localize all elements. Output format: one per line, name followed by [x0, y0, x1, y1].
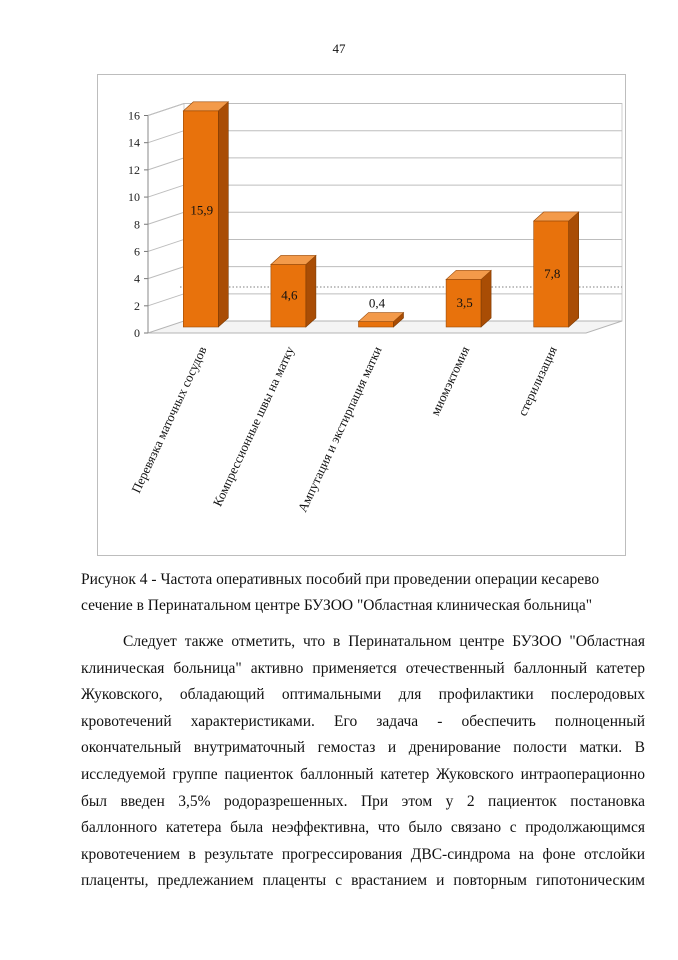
- bar-chart: [97, 74, 626, 556]
- data-label: 15,9: [190, 202, 214, 218]
- bar-side: [481, 270, 491, 327]
- chart-svg: [98, 75, 627, 557]
- bar-side: [218, 102, 228, 327]
- category-label: стерилизация: [514, 343, 560, 419]
- category-label: Ампутация и экстирпация матки: [294, 343, 385, 515]
- caption-line-2: сечение в Перинатальном центре БУЗОО "Областная клиническая больница": [81, 597, 593, 614]
- bar-side: [306, 255, 316, 327]
- body-line: Следует также отметить, что в Перинатальном центре БУЗОО "Областная: [123, 633, 645, 650]
- y-tick-label: 4: [134, 271, 140, 286]
- bar-front: [359, 322, 394, 327]
- body-line: плаценты, предлежанием плаценты с врастанием и повторным гипотоническим: [81, 872, 645, 890]
- category-label: Компрессионные швы на матку: [209, 343, 298, 509]
- data-label: 7,8: [544, 265, 561, 281]
- page-number: 47: [332, 41, 346, 56]
- y-tick-label: 6: [134, 244, 140, 259]
- category-label: Перевязка маточных сосудов: [128, 343, 210, 496]
- body-line: был введен 3,5% родоразрешенных. При этом у 2 пациенток постановка: [81, 792, 645, 810]
- bar-side: [569, 212, 579, 327]
- body-line: Жуковского, обладающий оптимальными для профилактики послеродовых: [81, 686, 645, 704]
- y-tick-label: 0: [134, 326, 140, 340]
- y-tick-label: 10: [128, 190, 140, 205]
- body-line: клиническая больница" активно применяется отечественный баллонный катетер: [81, 659, 645, 677]
- body-line: кровотечением в результате прогрессирования ДВС-синдрома на фоне отслойки: [81, 845, 645, 863]
- data-label: 4,6: [281, 287, 298, 303]
- body-line: окончательный внутриматочный гемостаз и дренирование полости матки. В: [81, 739, 645, 757]
- y-tick-label: 12: [128, 162, 140, 177]
- data-label: 3,5: [456, 295, 473, 311]
- body-line: баллонного катетера была неэффективна, что было связано с продолжающимся: [81, 819, 645, 837]
- bar-front: [183, 111, 218, 327]
- data-label: 0,4: [368, 295, 386, 311]
- caption-line-1: Рисунок 4 - Частота оперативных пособий при проведении операции кесарево: [81, 571, 600, 588]
- figure-caption: [81, 567, 645, 619]
- y-axis-top: [148, 104, 184, 116]
- body-line: кровотечений характеристиками. Его задача - обеспечить полноценный: [81, 712, 645, 730]
- y-tick-label: 8: [134, 217, 140, 232]
- y-tick-label: 14: [128, 135, 140, 150]
- y-tick-label: 2: [134, 298, 140, 313]
- category-label: миомэктомия: [427, 343, 473, 418]
- y-tick-label: 16: [128, 108, 140, 123]
- body-line: исследуемой группе пациенток баллонный катетер Жуковского интраоперационно: [81, 765, 645, 783]
- body-paragraph: [81, 629, 645, 895]
